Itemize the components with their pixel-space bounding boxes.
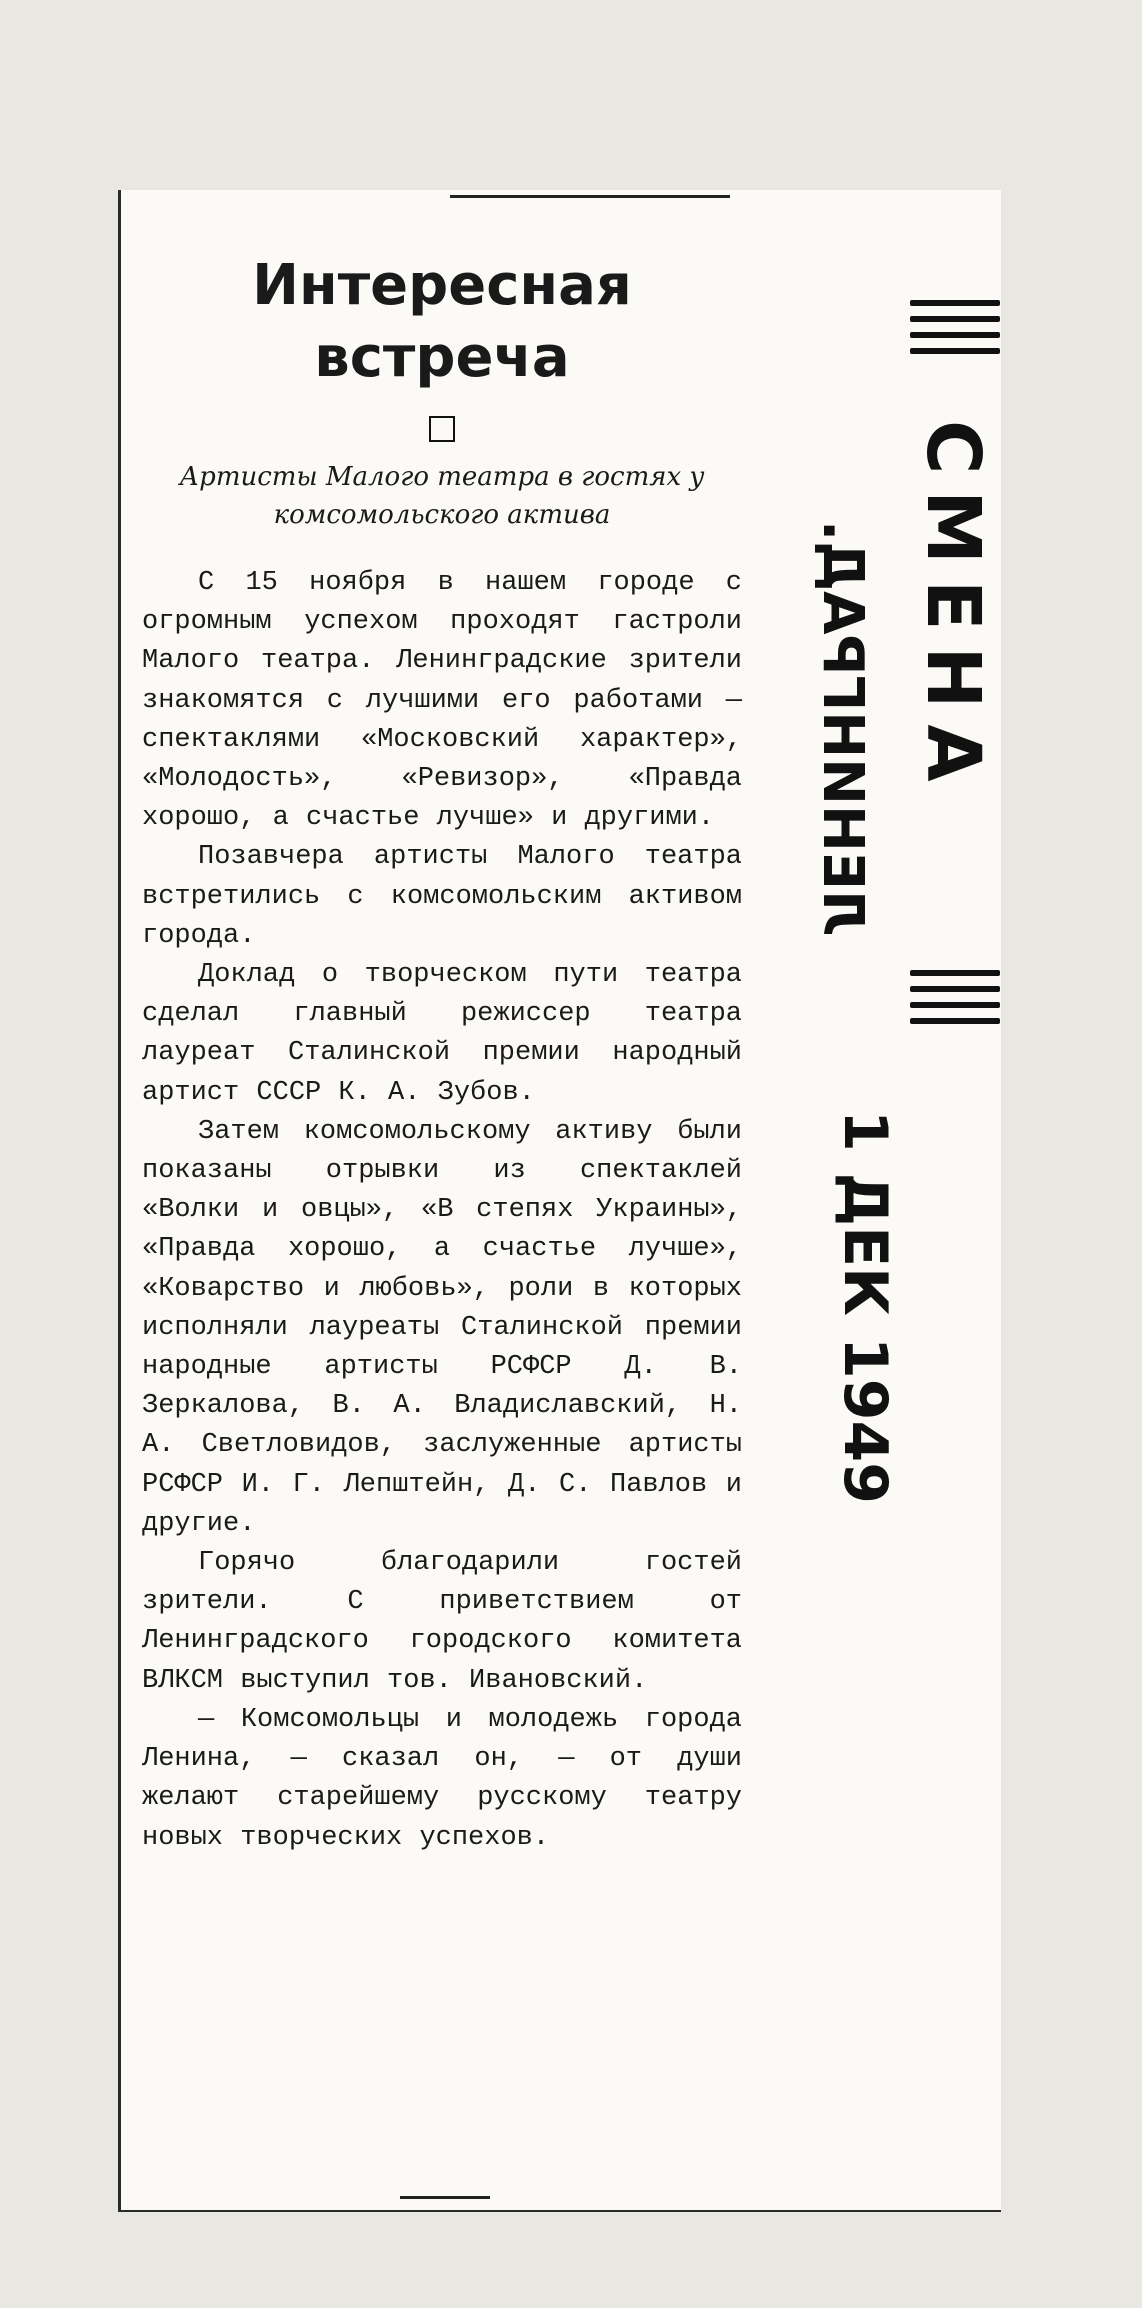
paragraph-5: Горячо благодарили гостей зрители. С приветствием от Ленинградского городского комитета ВЛКСМ выступил тов. Ивановский.	[142, 1548, 742, 1696]
stamp-date: 1 ДЕК 1949	[830, 1110, 900, 1504]
archive-stamp	[770, 280, 1010, 1504]
paragraph-4: Затем комсомольскому активу были показаны отрывки из спектаклей «Волки и овцы», «В степях Украины», «Правда хорошо, а счастье лучше», «Коварство и любовь», роли в которых исполняли лауреаты Сталинской премии народные артисты РСФСР Д. В. Зеркалова, В. А. Владиславский, Н. А. Светловидов, заслуженные артисты РСФСР И. Г. Лепштейн, Д. С. Павлов и другие.	[142, 1116, 742, 1539]
paragraph-1: С 15 ноября в нашем городе с огромным успехом проходят гастроли Малого театра. Ленинградские зрители знакомятся с лучшими его работами — спектаклями «Московский характер», «Молодость», «Ревизор», «Правда хорошо, а счастье лучше» и другими.	[142, 568, 742, 834]
paragraph-2: Позавчера артисты Малого театра встретились с комсомольским активом города.	[142, 842, 742, 951]
article	[142, 250, 742, 1858]
stamp-bars-bottom	[910, 970, 1000, 1034]
top-rule	[450, 195, 730, 198]
paragraph-6: — Комсомольцы и молодежь города Ленина, — сказал он, — от души желают старейшему русскому театру новых творческих успехов.	[142, 1704, 742, 1853]
article-subtitle: Артисты Малого театра в гостях у комсомольского актива	[179, 462, 705, 530]
bottom-rule	[400, 2196, 490, 2199]
square-ornament-icon	[429, 416, 455, 442]
article-headline: Интересная встреча	[252, 253, 632, 390]
stamp-newspaper-name: СМЕНА	[910, 420, 996, 798]
stamp-city: ЛЕНИНГРАД.	[810, 520, 875, 937]
paragraph-3: Доклад о творческом пути театра сделал главный режиссер театра лауреат Сталинской премии народный артист СССР К. А. Зубов.	[142, 960, 742, 1108]
stamp-bars-top	[910, 300, 1000, 364]
